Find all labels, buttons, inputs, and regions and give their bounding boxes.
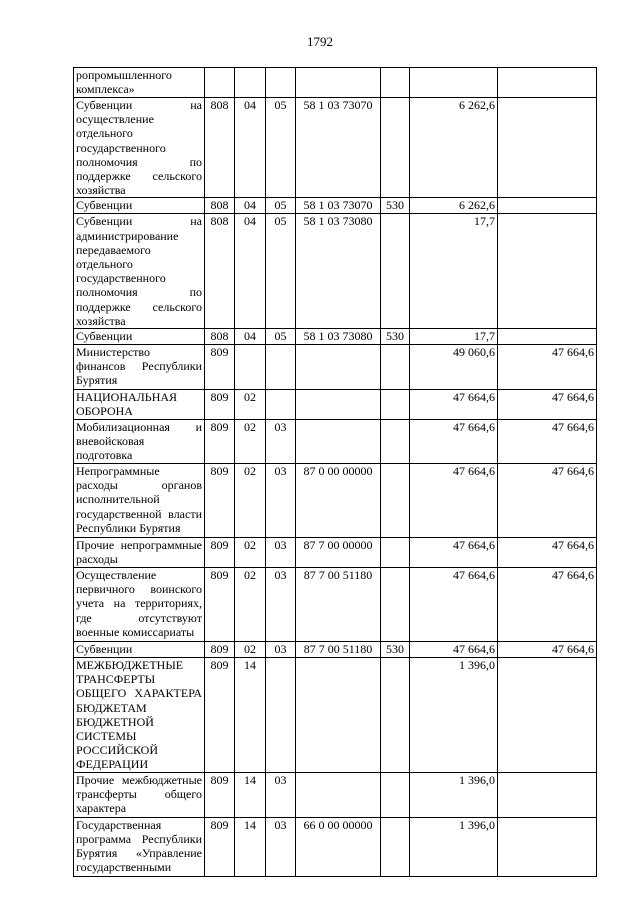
section-code-cell: 02	[235, 464, 266, 538]
section-code-cell: 04	[235, 98, 266, 198]
amount-next-cell	[498, 329, 597, 345]
ministry-code-cell: 809	[205, 772, 235, 817]
section-code-cell: 04	[235, 198, 266, 214]
table-row	[74, 642, 597, 658]
table-row	[74, 68, 597, 98]
row-name-cell: Субвенции на осуществление отдельного государственного полномочия по поддержке сельского хозяйства	[74, 98, 205, 198]
expense-type-cell	[381, 538, 410, 568]
expense-type-cell	[381, 345, 410, 390]
row-name-cell: Прочие межбюджетные трансферты общего характера	[74, 772, 205, 817]
subsection-code-cell	[266, 68, 296, 98]
target-article-cell: 87 0 00 00000	[296, 464, 381, 538]
amount-cell: 6 262,6	[410, 98, 498, 198]
target-article-cell: 58 1 03 73080	[296, 329, 381, 345]
amount-next-cell	[498, 68, 597, 98]
expense-type-cell	[381, 214, 410, 329]
ministry-code-cell: 809	[205, 642, 235, 658]
target-article-cell	[296, 68, 381, 98]
target-article-cell	[296, 390, 381, 420]
ministry-code-cell: 809	[205, 464, 235, 538]
amount-cell: 47 664,6	[410, 464, 498, 538]
amount-cell	[410, 68, 498, 98]
ministry-code-cell: 809	[205, 390, 235, 420]
ministry-code-cell: 809	[205, 538, 235, 568]
subsection-code-cell: 03	[266, 772, 296, 817]
expense-type-cell	[381, 464, 410, 538]
row-name-cell: Непрограммные расходы органов исполнительной государственной власти Республики Бурятия	[74, 464, 205, 538]
table-row	[74, 538, 597, 568]
subsection-code-cell: 05	[266, 329, 296, 345]
amount-cell: 47 664,6	[410, 390, 498, 420]
ministry-code-cell	[205, 68, 235, 98]
amount-cell: 17,7	[410, 329, 498, 345]
target-article-cell	[296, 420, 381, 464]
row-name-cell: Осуществление первичного воинского учета на территориях, где отсутствуют военные комиссариаты	[74, 568, 205, 642]
table-row	[74, 390, 597, 420]
expense-type-cell	[381, 98, 410, 198]
expense-type-cell	[381, 568, 410, 642]
amount-next-cell: 47 664,6	[498, 642, 597, 658]
section-code-cell: 04	[235, 214, 266, 329]
table-row	[74, 214, 597, 329]
subsection-code-cell: 05	[266, 198, 296, 214]
amount-cell: 47 664,6	[410, 568, 498, 642]
target-article-cell	[296, 772, 381, 817]
expense-type-cell	[381, 817, 410, 876]
amount-cell: 6 262,6	[410, 198, 498, 214]
amount-cell: 47 664,6	[410, 642, 498, 658]
section-code-cell: 02	[235, 642, 266, 658]
amount-next-cell: 47 664,6	[498, 568, 597, 642]
row-name-cell: Субвенции	[74, 198, 205, 214]
target-article-cell: 58 1 03 73070	[296, 198, 381, 214]
expense-type-cell	[381, 68, 410, 98]
subsection-code-cell: 03	[266, 642, 296, 658]
section-code-cell: 14	[235, 817, 266, 876]
ministry-code-cell: 809	[205, 345, 235, 390]
table-row	[74, 568, 597, 642]
amount-next-cell: 47 664,6	[498, 538, 597, 568]
amount-cell: 49 060,6	[410, 345, 498, 390]
table-row	[74, 772, 597, 817]
ministry-code-cell: 809	[205, 568, 235, 642]
amount-next-cell: 47 664,6	[498, 345, 597, 390]
target-article-cell: 87 7 00 51180	[296, 568, 381, 642]
amount-cell: 1 396,0	[410, 772, 498, 817]
amount-next-cell	[498, 817, 597, 876]
row-name-cell: Мобилизационная и вневойсковая подготовка	[74, 420, 205, 464]
row-name-cell: Субвенции на администрирование передаваемого отдельного государственного полномочия по поддержке сельского хозяйства	[74, 214, 205, 329]
amount-next-cell	[498, 98, 597, 198]
row-name-cell: Субвенции	[74, 642, 205, 658]
table-row	[74, 345, 597, 390]
row-name-cell: Министерство финансов Республики Бурятия	[74, 345, 205, 390]
budget-table	[73, 67, 597, 877]
section-code-cell	[235, 345, 266, 390]
expense-type-cell	[381, 772, 410, 817]
amount-next-cell: 47 664,6	[498, 464, 597, 538]
budget-table-body	[74, 68, 597, 877]
section-code-cell: 02	[235, 390, 266, 420]
table-row	[74, 464, 597, 538]
target-article-cell: 87 7 00 00000	[296, 538, 381, 568]
table-row	[74, 658, 597, 773]
row-name-cell: МЕЖБЮДЖЕТНЫЕ ТРАНСФЕРТЫ ОБЩЕГО ХАРАКТЕРА БЮДЖЕТАМ БЮДЖЕТНОЙ СИСТЕМЫ РОССИЙСКОЙ ФЕДЕРАЦИИ	[74, 658, 205, 773]
subsection-code-cell: 05	[266, 98, 296, 198]
subsection-code-cell	[266, 345, 296, 390]
table-row	[74, 817, 597, 876]
section-code-cell: 02	[235, 538, 266, 568]
section-code-cell: 02	[235, 420, 266, 464]
amount-cell: 47 664,6	[410, 420, 498, 464]
target-article-cell	[296, 345, 381, 390]
target-article-cell	[296, 658, 381, 773]
expense-type-cell	[381, 658, 410, 773]
target-article-cell: 66 0 00 00000	[296, 817, 381, 876]
subsection-code-cell	[266, 390, 296, 420]
page-number: 1792	[307, 34, 333, 49]
ministry-code-cell: 808	[205, 214, 235, 329]
amount-next-cell	[498, 772, 597, 817]
table-row	[74, 98, 597, 198]
expense-type-cell: 530	[381, 329, 410, 345]
subsection-code-cell: 03	[266, 817, 296, 876]
row-name-cell: Прочие непрограммные расходы	[74, 538, 205, 568]
ministry-code-cell: 808	[205, 329, 235, 345]
expense-type-cell: 530	[381, 642, 410, 658]
ministry-code-cell: 809	[205, 420, 235, 464]
section-code-cell: 02	[235, 568, 266, 642]
expense-type-cell: 530	[381, 198, 410, 214]
row-name-cell: ропромышленного комплекса»	[74, 68, 205, 98]
amount-next-cell: 47 664,6	[498, 420, 597, 464]
section-code-cell: 04	[235, 329, 266, 345]
ministry-code-cell: 809	[205, 817, 235, 876]
subsection-code-cell: 03	[266, 538, 296, 568]
target-article-cell: 58 1 03 73080	[296, 214, 381, 329]
expense-type-cell	[381, 420, 410, 464]
target-article-cell: 58 1 03 73070	[296, 98, 381, 198]
expense-type-cell	[381, 390, 410, 420]
subsection-code-cell: 03	[266, 568, 296, 642]
table-row	[74, 420, 597, 464]
amount-cell: 1 396,0	[410, 658, 498, 773]
amount-cell: 17,7	[410, 214, 498, 329]
amount-next-cell	[498, 658, 597, 773]
subsection-code-cell	[266, 658, 296, 773]
row-name-cell: НАЦИОНАЛЬНАЯ ОБОРОНА	[74, 390, 205, 420]
row-name-cell: Государственная программа Республики Бурятия «Управление государственными	[74, 817, 205, 876]
amount-cell: 1 396,0	[410, 817, 498, 876]
subsection-code-cell: 05	[266, 214, 296, 329]
ministry-code-cell: 809	[205, 658, 235, 773]
section-code-cell: 14	[235, 772, 266, 817]
row-name-cell: Субвенции	[74, 329, 205, 345]
table-row	[74, 329, 597, 345]
subsection-code-cell: 03	[266, 420, 296, 464]
ministry-code-cell: 808	[205, 198, 235, 214]
section-code-cell	[235, 68, 266, 98]
section-code-cell: 14	[235, 658, 266, 773]
amount-next-cell	[498, 214, 597, 329]
amount-next-cell: 47 664,6	[498, 390, 597, 420]
table-row	[74, 198, 597, 214]
subsection-code-cell: 03	[266, 464, 296, 538]
amount-cell: 47 664,6	[410, 538, 498, 568]
amount-next-cell	[498, 198, 597, 214]
ministry-code-cell: 808	[205, 98, 235, 198]
target-article-cell: 87 7 00 51180	[296, 642, 381, 658]
